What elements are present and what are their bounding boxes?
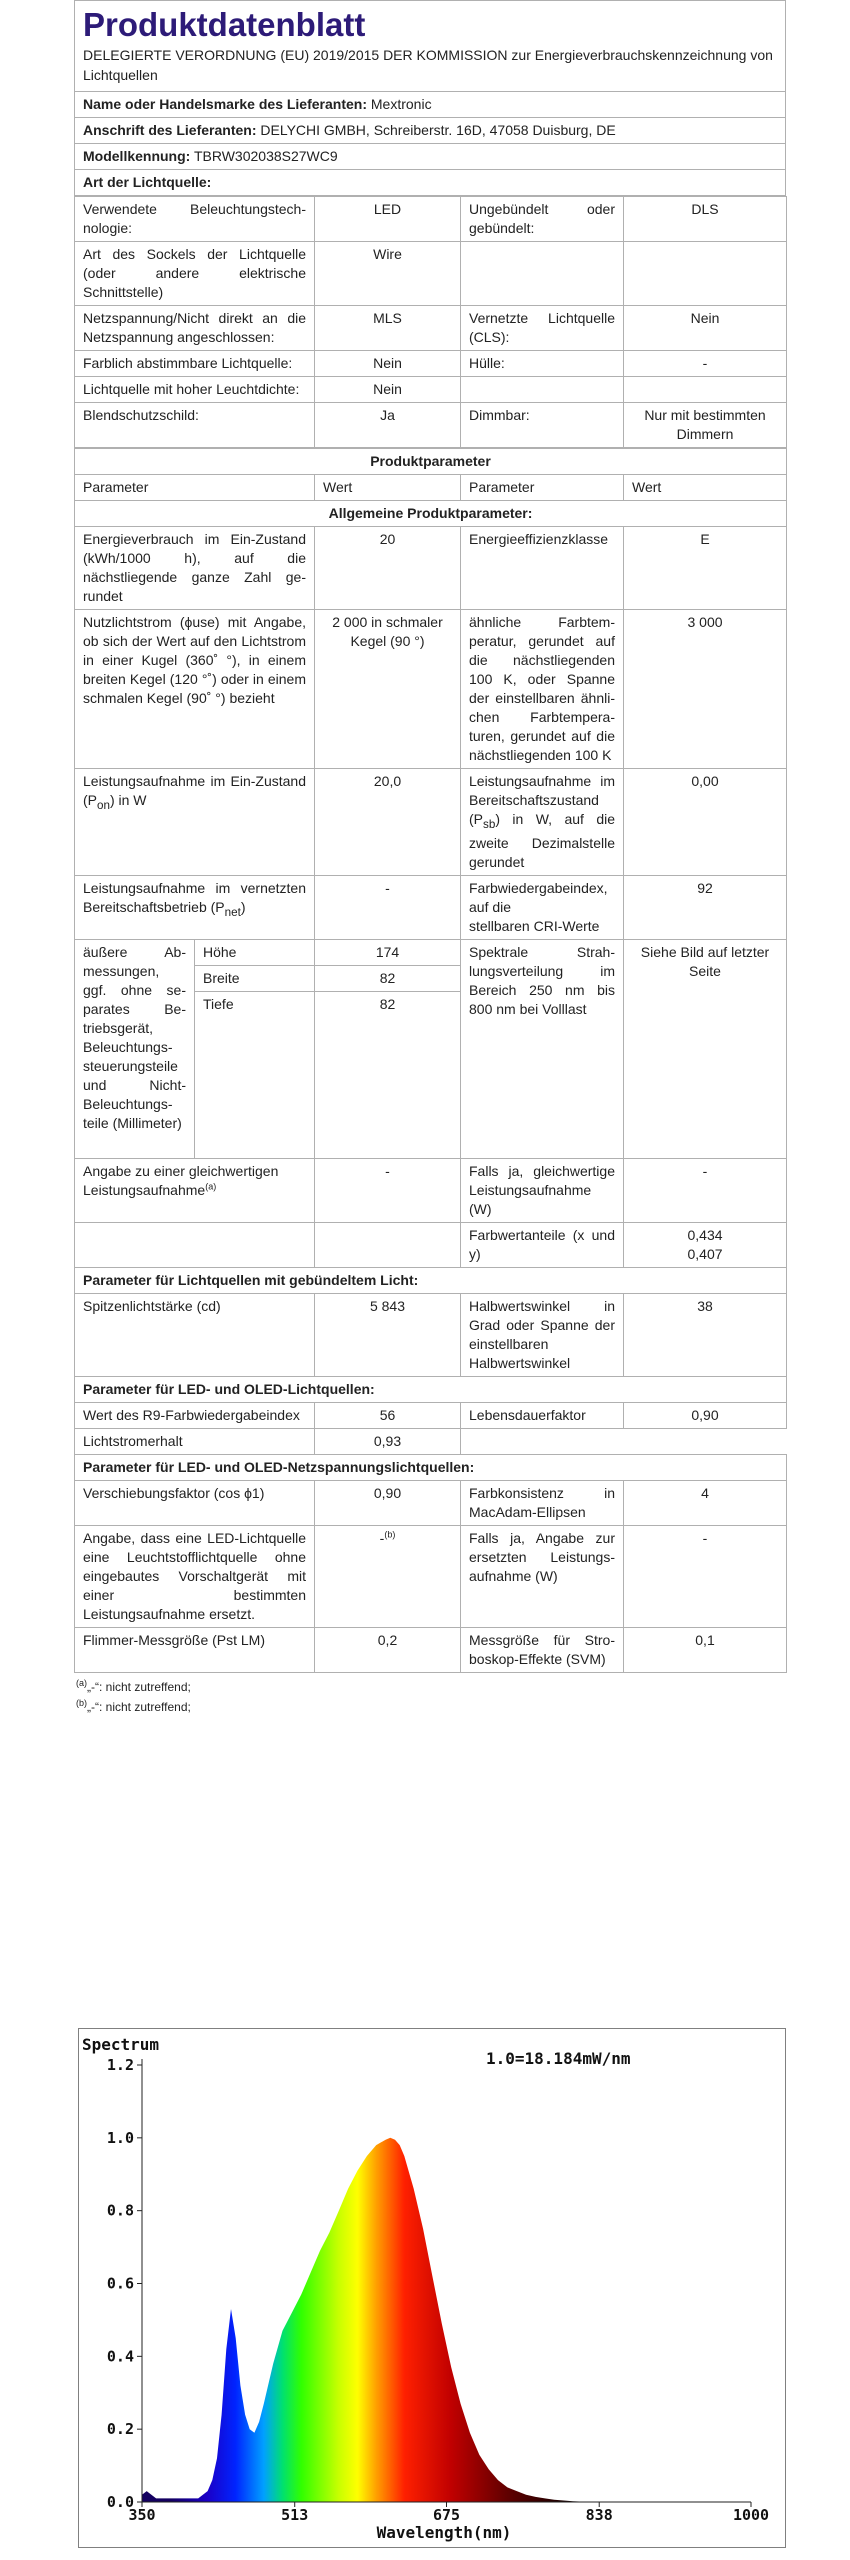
led-parameters-heading: Parameter für LED- und OLED-Lichtquellen: [75, 1376, 787, 1402]
param-row-chromaticity [75, 1222, 787, 1267]
param-label: Flimmer-Messgröße (Pst LM) [75, 1627, 315, 1672]
y-tick-label: 0.8 [106, 2201, 134, 2220]
param-row-energy [75, 527, 787, 610]
column-header-value: Wert [624, 475, 787, 501]
page-title: Produktdatenblatt [83, 6, 366, 43]
type-row [75, 377, 787, 403]
footnote-text: „-“: nicht zutreffend; [87, 1699, 191, 1714]
param-value: 56 [315, 1402, 461, 1428]
type-row [75, 197, 787, 242]
param-label-text: Leistungsaufnahme im Bereitschaftszustand (P [469, 773, 615, 827]
type-label: Blendschutzschild: [75, 403, 315, 448]
dimension-height-label: Höhe [195, 939, 315, 965]
type-label [461, 242, 624, 306]
param-label: Halbwertswinkel in Grad oder Spanne der einstellbaren Halbwertswinkel [461, 1293, 624, 1376]
param-row-replacement [75, 1525, 787, 1627]
param-value: 0,2 [315, 1627, 461, 1672]
param-label: Falls ja, Angabe zur ersetzten Leistungsaufnahme (W) [461, 1525, 624, 1627]
x-tick-label: 350 [128, 2506, 156, 2524]
param-row-flux [75, 610, 787, 769]
param-row-power [75, 769, 787, 876]
spectrum-chart [78, 2028, 786, 2548]
type-value: LED [315, 197, 461, 242]
x-tick-label: 1000 [732, 2506, 770, 2524]
param-value: - [624, 1158, 787, 1222]
type-value [624, 377, 787, 403]
model-label: Modellkennung: [83, 148, 191, 164]
param-value: 0,90 [315, 1480, 461, 1525]
datasheet [74, 0, 786, 1721]
type-label: Lichtquelle mit hoher Leuchtdichte: [75, 377, 315, 403]
param-label: Verschiebungsfaktor (cos ϕ1) [75, 1480, 315, 1525]
model-row [75, 144, 786, 170]
footnote-marker: (a) [76, 1677, 87, 1688]
type-label: Dimmbar: [461, 403, 624, 448]
type-label: Verwendete Beleuchtungstechnologie: [75, 197, 315, 242]
param-label [75, 1158, 315, 1222]
param-row-peak-intensity [75, 1293, 787, 1376]
light-source-type-heading: Art der Lichtquelle: [75, 170, 786, 196]
param-label: Lebensdauerfaktor [461, 1402, 624, 1428]
general-parameters-heading: Allgemeine Produktparameter: [75, 501, 787, 527]
supplier-name-label: Name oder Handelsmarke des Lieferanten: [83, 96, 367, 112]
supplier-table [74, 91, 786, 196]
param-row-flux-maintenance [75, 1428, 787, 1454]
column-header-parameter: Parameter [461, 475, 624, 501]
column-header-value: Wert [315, 475, 461, 501]
param-label: ähnliche Farbtemperatur, gerundet auf die nächstliegenden 100 K, oder Spanne der einstellbaren ähnlichen Farbtemperaturen, gerundet auf die nächstliegenden 100 K [461, 610, 624, 769]
supplier-address: DELYCHI GMBH, Schreiberstr. 16D, 47058 Duisburg, DE [260, 122, 616, 138]
param-label-subscript: net [224, 905, 241, 919]
param-row-flicker [75, 1627, 787, 1672]
param-label-text: Farbwiedergabeindex, auf die [469, 879, 608, 915]
type-row [75, 403, 787, 448]
supplier-address-label: Anschrift des Lieferanten: [83, 122, 257, 138]
param-label: Wert des R9-Farbwiedergabeindex [75, 1402, 315, 1428]
param-value: 4 [624, 1480, 787, 1525]
type-value: - [624, 351, 787, 377]
empty-cell [75, 1222, 315, 1267]
param-value: E [624, 527, 787, 610]
param-label-subscript: on [97, 798, 110, 812]
mains-led-parameters-heading: Parameter für LED- und OLED-Netzspannungslichtquellen: [75, 1454, 787, 1480]
model-id: TBRW302038S27WC9 [193, 148, 338, 164]
param-label: Falls ja, gleichwertige Leistungsaufnahme (W) [461, 1158, 624, 1222]
x-axis-label: Wavelength(nm) [376, 2523, 512, 2542]
chromaticity-x: 0,434 [687, 1226, 723, 1243]
param-label-text: ) in W, auf die zweite Dezimalstelle gerundet [469, 811, 615, 870]
param-label: Energieverbrauch im Ein-Zustand (kWh/1000 h), auf die nächstliegende ganze Zahl gerundet [75, 527, 315, 610]
footnote-text: „-“: nicht zutreffend; [87, 1679, 191, 1694]
type-value: Nein [315, 377, 461, 403]
param-label: Farbwertanteile (x und y) [461, 1222, 624, 1267]
dimension-width-value: 82 [315, 965, 461, 991]
supplier-address-row [75, 118, 786, 144]
supplier-name-row [75, 92, 786, 118]
product-parameters-table [74, 448, 787, 1673]
dimension-height-value: 174 [315, 939, 461, 965]
param-row-standby [75, 875, 787, 939]
regulation-text: DELEGIERTE VERORDNUNG (EU) 2019/2015 DER KOMMISSION zur Energieverbrauchskennzeichnung von Lichtquellen [83, 47, 773, 83]
dimension-depth-label: Tiefe [195, 991, 315, 1158]
type-label: Hülle: [461, 351, 624, 377]
param-value: Siehe Bild auf letzter Seite [624, 939, 787, 1158]
type-value: DLS [624, 197, 787, 242]
param-value: - [624, 1525, 787, 1627]
param-label: Nutzlichtstrom (ϕuse) mit Angabe, ob sich der Wert auf den Lichtstrom in einer Kugel (360˚ °), in einem breiten Kegel (120 °˚) oder in einem schmalen Kegel (90˚ °) bezieht [75, 610, 315, 769]
param-label: Spektrale Strahlungsverteilung im Bereich 250 nm bis 800 nm bei Volllast [461, 939, 624, 1158]
y-tick-label: 0.4 [106, 2347, 134, 2366]
param-value: 38 [624, 1293, 787, 1376]
param-value: 0,93 [315, 1428, 461, 1454]
param-value [624, 1222, 787, 1267]
supplier-name: Mextronic [370, 96, 432, 112]
type-row [75, 351, 787, 377]
empty-cell [624, 1428, 787, 1454]
type-value: Ja [315, 403, 461, 448]
type-label: Vernetzte Lichtquelle (CLS): [461, 306, 624, 351]
x-tick-label: 513 [281, 2506, 309, 2524]
param-value: - [315, 875, 461, 939]
y-tick-label: 1.2 [106, 2056, 134, 2074]
param-value: 2 000 in schmaler Kegel (90 °) [315, 610, 461, 769]
type-value: Nur mit bestimmten Dimmern [624, 403, 787, 448]
param-row-dimensions [75, 939, 787, 965]
product-parameters-heading: Produktparameter [75, 449, 787, 475]
param-label [75, 875, 315, 939]
type-value: MLS [315, 306, 461, 351]
type-label: Farblich abstimmbare Lichtquelle: [75, 351, 315, 377]
param-value: 0,1 [624, 1627, 787, 1672]
type-value: Nein [315, 351, 461, 377]
footnote-a [76, 1677, 784, 1697]
footnote-marker: (b) [76, 1697, 87, 1708]
light-source-type-table [74, 196, 787, 448]
title-block [74, 0, 786, 91]
y-tick-label: 0.2 [106, 2420, 134, 2439]
chromaticity-y: 0,407 [687, 1245, 723, 1262]
footnote-b [76, 1697, 784, 1717]
dimensions-label: äußere Abmessungen, ggf. ohne separates Betriebsgerät, Beleuchtungssteuerungsteile und Nicht-Beleuchtungsteile (Millimeter) [75, 939, 195, 1158]
column-header-parameter: Parameter [75, 475, 315, 501]
param-label-text: stellbaren CRI-Werte [469, 917, 600, 934]
y-tick-label: 1.0 [106, 2128, 134, 2147]
x-tick-label: 675 [432, 2506, 461, 2524]
param-label-text: Angabe zu einer gleichwertigen Leistungsaufnahme [83, 1162, 279, 1198]
type-label: Art des Sockels der Lichtquelle (oder andere elektrische Schnittstelle) [75, 242, 315, 306]
dimension-depth-value: 82 [315, 991, 461, 1158]
footnotes [74, 1673, 786, 1721]
param-row-equivalent-power [75, 1158, 787, 1222]
param-value [315, 1525, 461, 1627]
type-label: Ungebündelt oder gebündelt: [461, 197, 624, 242]
param-label: Angabe, dass eine LED-Lichtquelle eine Leuchtstofflichtquelle ohne eingebautes Vorschaltgerät mit einer bestimmten Leistungsaufnahme ersetzt. [75, 1525, 315, 1627]
empty-cell [461, 1428, 624, 1454]
param-value: 5 843 [315, 1293, 461, 1376]
type-label [461, 377, 624, 403]
dimension-width-label: Breite [195, 965, 315, 991]
param-value: 20,0 [315, 769, 461, 876]
param-value: - [315, 1158, 461, 1222]
param-label-text: ) [240, 898, 246, 915]
param-value-text: - [379, 1529, 385, 1546]
param-label: Energieeffizienzklasse [461, 527, 624, 610]
param-value: 92 [624, 875, 787, 939]
y-tick-label: 0.0 [106, 2493, 134, 2511]
param-value: 3 000 [624, 610, 787, 769]
param-row-r9 [75, 1402, 787, 1428]
param-value: 20 [315, 527, 461, 610]
param-label: Farbkonsistenz in MacAdam-Ellipsen [461, 1480, 624, 1525]
param-label-text: Leistungsaufnahme im Ein-Zustand (P [83, 773, 306, 808]
empty-cell [315, 1222, 461, 1267]
type-row [75, 242, 787, 306]
chart-title: Spectrum [82, 2035, 160, 2054]
param-label [75, 769, 315, 876]
param-value: 0,90 [624, 1402, 787, 1428]
type-value: Nein [624, 306, 787, 351]
type-label: Netzspannung/Nicht direkt an die Netzspannung angeschlossen: [75, 306, 315, 351]
param-label-subscript: sb [483, 817, 496, 831]
param-label: Spitzenlichtstärke (cd) [75, 1293, 315, 1376]
param-row-displacement [75, 1480, 787, 1525]
chart-annotation: 1.0=18.184mW/nm [486, 2049, 631, 2068]
param-value: 0,00 [624, 769, 787, 876]
type-value [624, 242, 787, 306]
type-row [75, 306, 787, 351]
type-value: Wire [315, 242, 461, 306]
y-tick-label: 0.6 [106, 2274, 134, 2293]
param-label-text: Leistungsaufnahme im vernetzten Bereitschaftsbetrieb (P [83, 879, 306, 915]
param-label-text: ) in W [109, 792, 147, 808]
param-label: Lichtstromerhalt [75, 1428, 315, 1454]
footnote-marker: (a) [205, 1181, 217, 1192]
param-label [461, 875, 624, 939]
footnote-marker: (b) [384, 1529, 396, 1540]
directional-parameters-heading: Parameter für Lichtquellen mit gebündeltem Licht: [75, 1267, 787, 1293]
param-label: Messgröße für Stroboskop-Effekte (SVM) [461, 1627, 624, 1672]
param-label [461, 769, 624, 876]
x-tick-label: 838 [585, 2506, 613, 2524]
spectrum-chart-svg [78, 2028, 786, 2548]
